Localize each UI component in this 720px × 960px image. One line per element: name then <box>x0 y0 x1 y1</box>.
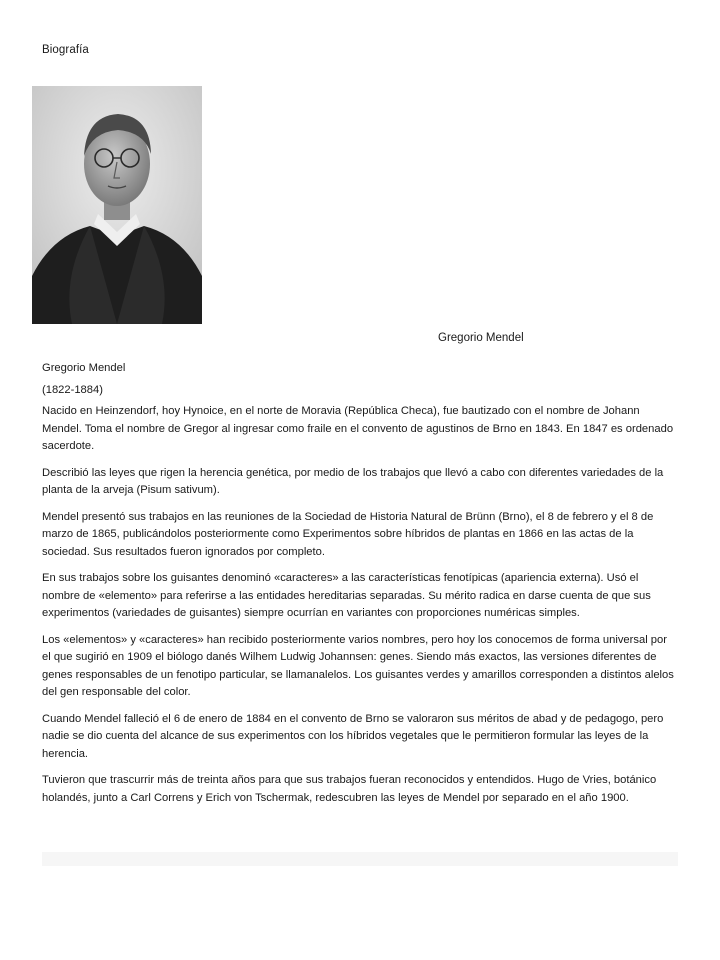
portrait-caption: Gregorio Mendel <box>438 332 524 344</box>
page-heading: Biografía <box>42 44 89 56</box>
paragraph: Cuando Mendel falleció el 6 de enero de 1884 en el convento de Brno se valoraron sus méritos de abad y de pedagogo, pero nadie se dio cuenta del alcance de sus experimentos con los híbridos vegetales que le permitieron formular las leyes de la herencia. <box>42 712 664 760</box>
life-dates: (1822-1884) <box>42 383 103 396</box>
subject-name: Gregorio Mendel <box>42 362 126 374</box>
paragraph: Nacido en Heinzendorf, hoy Hynoice, en el norte de Moravia (República Checa), fue bautizado con el nombre de Johann Mendel. Toma el nombre de Gregor al ingresar como fraile en el convento de agustinos de Brno en 1843. En 1847 es ordenado sacerdote. <box>42 405 674 452</box>
page-footer-band <box>42 852 678 866</box>
paragraph: Tuvieron que trascurrir más de treinta años para que sus trabajos fueran reconocidos y entendidos. Hugo de Vries, botánico holandés, junto a Carl Correns y Erich von Tschermak, redescubren las leyes de Mendel por separado en el año 1900. <box>42 774 657 804</box>
biography-body <box>42 360 678 816</box>
paragraph: Mendel presentó sus trabajos en las reuniones de la Sociedad de Historia Natural de Brünn (Brno), el 8 de febrero y el 8 de marzo de 1865, publicándolos posteriormente como Experimentos sobre híbridos de plantas en 1866 en las actas de la sociedad. Sus resultados fueron ignorados por completo. <box>42 510 654 558</box>
portrait-photo <box>32 86 202 324</box>
paragraph: Los «elementos» y «caracteres» han recibido posteriormente varios nombres, pero hoy los conocemos de forma universal por el que sugirió en 1909 el biólogo danés Wilhem Ludwig Johannsen: genes. Siendo más exactos, las versiones diferentes de genes responsables de un fenotipo particular, se llamanalelos. Los guisantes verdes y amarillos corresponden a distintos alelos del gen responsable del color. <box>42 633 674 698</box>
paragraph: En sus trabajos sobre los guisantes denominó «caracteres» a las características fenotípicas (apariencia externa). Usó el nombre de «elemento» para referirse a las entidades hereditarias separadas. Su mérito radica en darse cuenta de que sus experimentos (variedades de guisantes) siempre ocurrían en variantes con proporciones numéricas simples. <box>42 572 651 619</box>
paragraph: Describió las leyes que rigen la herencia genética, por medio de los trabajos que llevó a cabo con diferentes variedades de la planta de la arveja (Pisum sativum). <box>42 466 664 496</box>
